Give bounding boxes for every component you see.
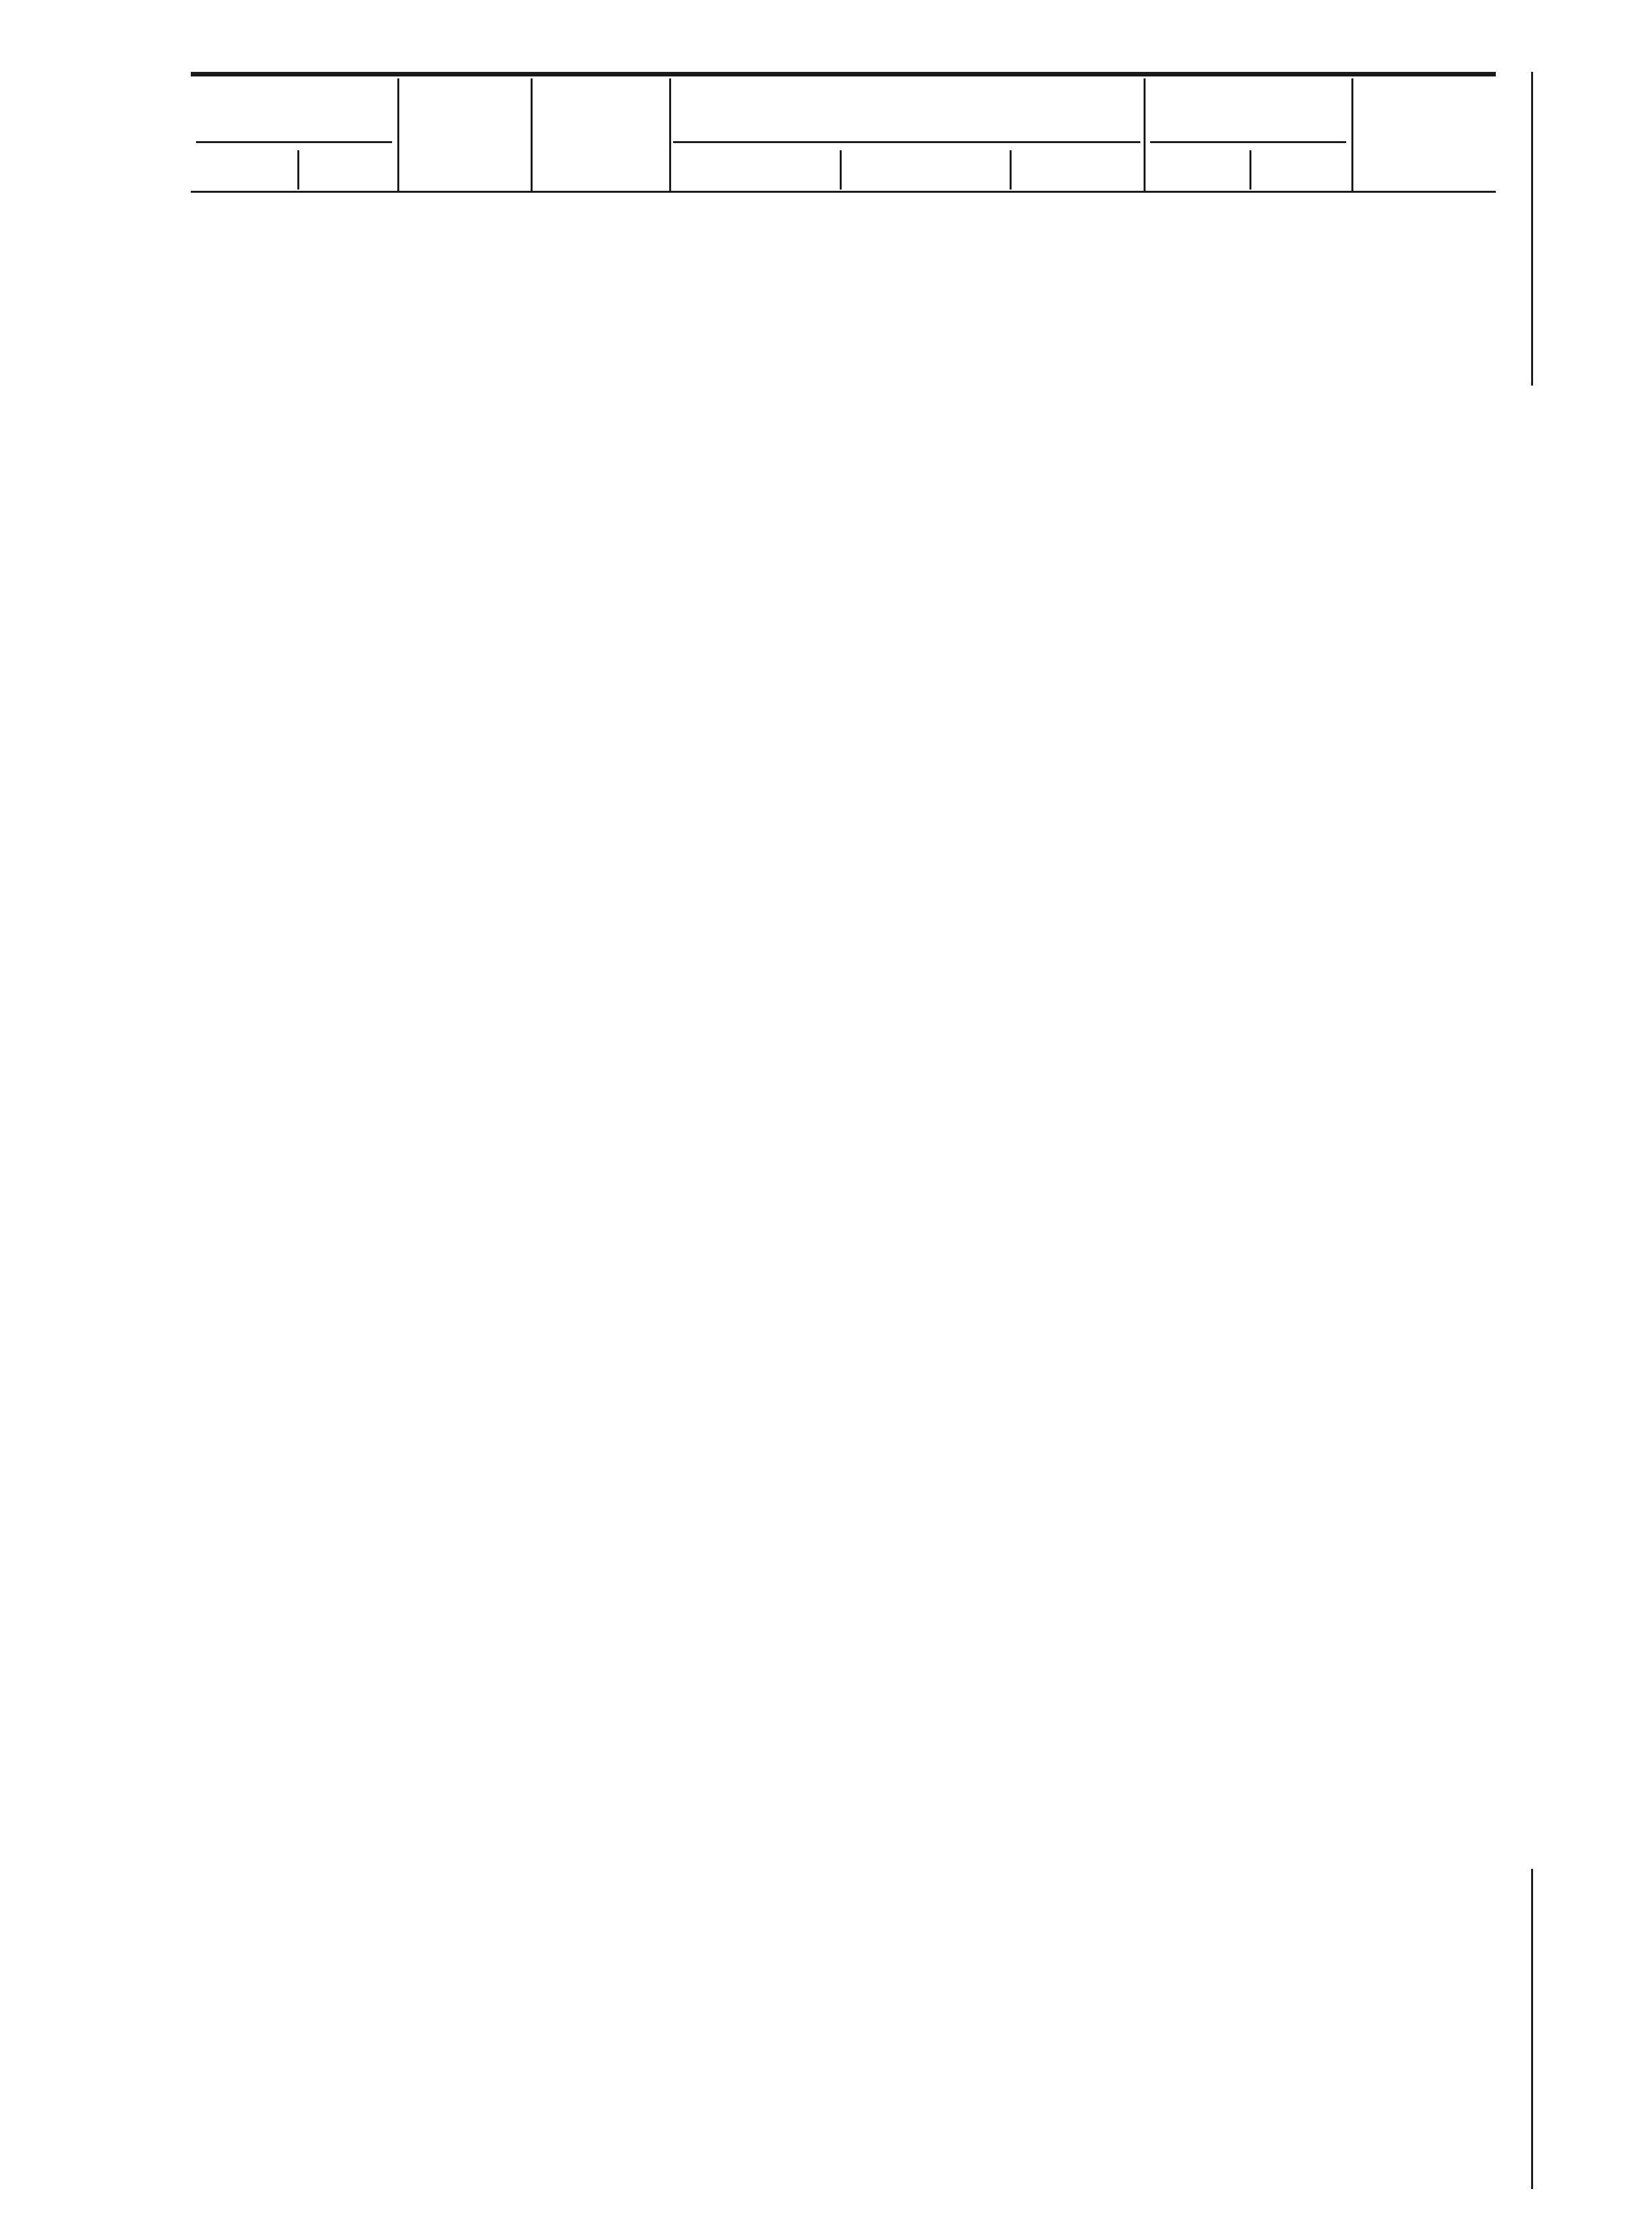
header-thickness-rule <box>673 141 1140 143</box>
header-sep-dn <box>297 150 299 189</box>
header-sep-LH <box>1249 150 1251 189</box>
header-diam-rule <box>196 141 392 143</box>
header-sep-1 <box>397 78 399 191</box>
header-sep-s1 <box>1010 150 1012 189</box>
header-sep-2 <box>531 78 533 191</box>
side-caption-bottom-rule <box>1531 1869 1533 2189</box>
header-sep-5 <box>1351 78 1353 191</box>
header-sep-s <box>840 150 842 189</box>
side-caption-top-rule <box>1531 72 1533 386</box>
header-build-rule <box>1150 141 1346 143</box>
header-top-rule <box>191 72 1496 76</box>
header-sep-3 <box>669 78 671 191</box>
header-bottom-rule <box>191 191 1496 193</box>
header-sep-4 <box>1144 78 1146 191</box>
